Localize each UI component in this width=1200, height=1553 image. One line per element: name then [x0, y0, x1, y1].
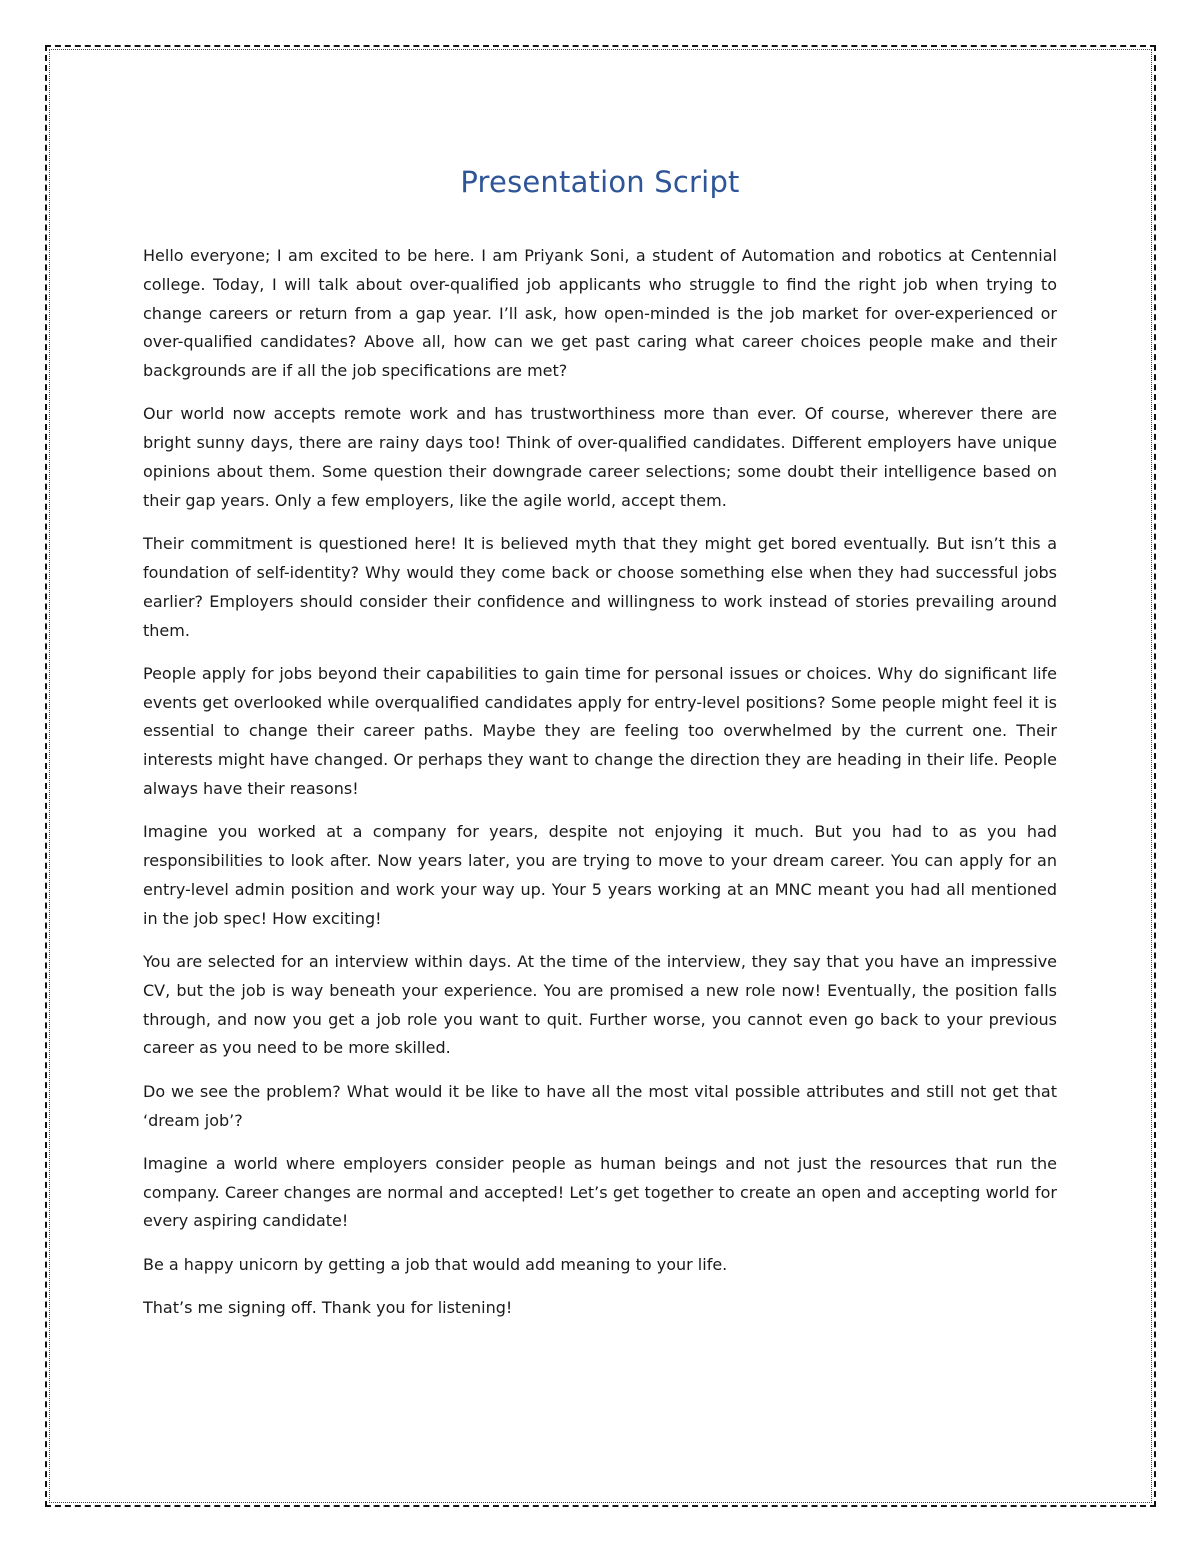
paragraph-imagine-company: Imagine you worked at a company for years, despite not enjoying it much. But you had to as you had responsibilities to look after. Now years later, you are trying to move to your dream career. You can apply for an entry-level admin position and work your way up. Your 5 years working at an MNC meant you had all mentioned in the job spec! How exciting!	[143, 822, 1057, 928]
document-body	[143, 160, 1057, 1337]
paragraph-reasons: People apply for jobs beyond their capabilities to gain time for personal issues or choices. Why do significant life events get overlooked while overqualified candidates apply for entry-level positions? Some people might feel it is essential to change their career paths. Maybe they are feeling too overwhelmed by the current one. Their interests might have changed. Or perhaps they want to change the direction they are heading in their life. People always have their reasons!	[143, 663, 1057, 799]
paragraph-problem: Do we see the problem? What would it be like to have all the most vital possible attributes and still not get that ‘dream job’?	[143, 1081, 1057, 1130]
paragraph-intro: Hello everyone; I am excited to be here. I am Priyank Soni, a student of Automation and robotics at Centennial college. Today, I will talk about over-qualified job applicants who struggle to find the right job when trying to change careers or return from a gap year. I’ll ask, how open-minded is the job market for over-experienced or over-qualified candidates? Above all, how can we get past caring what career choices people make and their backgrounds are if all the job specifications are met?	[143, 246, 1057, 381]
document-title: Presentation Script	[460, 165, 740, 199]
paragraph-interview: You are selected for an interview within days. At the time of the interview, they say that you have an impressive CV, but the job is way beneath your experience. You are promised a new role now! Eventually, the position falls through, and now you get a job role you want to quit. Further worse, you cannot even go back to your previous career as you need to be more skilled.	[143, 952, 1057, 1058]
paragraph-commitment: Their commitment is questioned here! It is believed myth that they might get bored eventually. But isn’t this a foundation of self-identity? Why would they come back or choose something else when they had successful jobs earlier? Employers should consider their confidence and willingness to work instead of stories prevailing around them.	[143, 534, 1057, 640]
paragraph-signoff: That’s me signing off. Thank you for listening!	[143, 1298, 513, 1317]
paragraph-remote-work: Our world now accepts remote work and has trustworthiness more than ever. Of course, wherever there are bright sunny days, there are rainy days too! Think of over-qualified candidates. Different employers have unique opinions about them. Some question their downgrade career selections; some doubt their intelligence based on their gap years. Only a few employers, like the agile world, accept them.	[143, 404, 1057, 510]
paragraph-unicorn: Be a happy unicorn by getting a job that would add meaning to your life.	[143, 1254, 728, 1274]
paragraph-imagine-world: Imagine a world where employers consider people as human beings and not just the resources that run the company. Career changes are normal and accepted! Let’s get together to create an open and accepting world for every aspiring candidate!	[143, 1153, 1057, 1231]
